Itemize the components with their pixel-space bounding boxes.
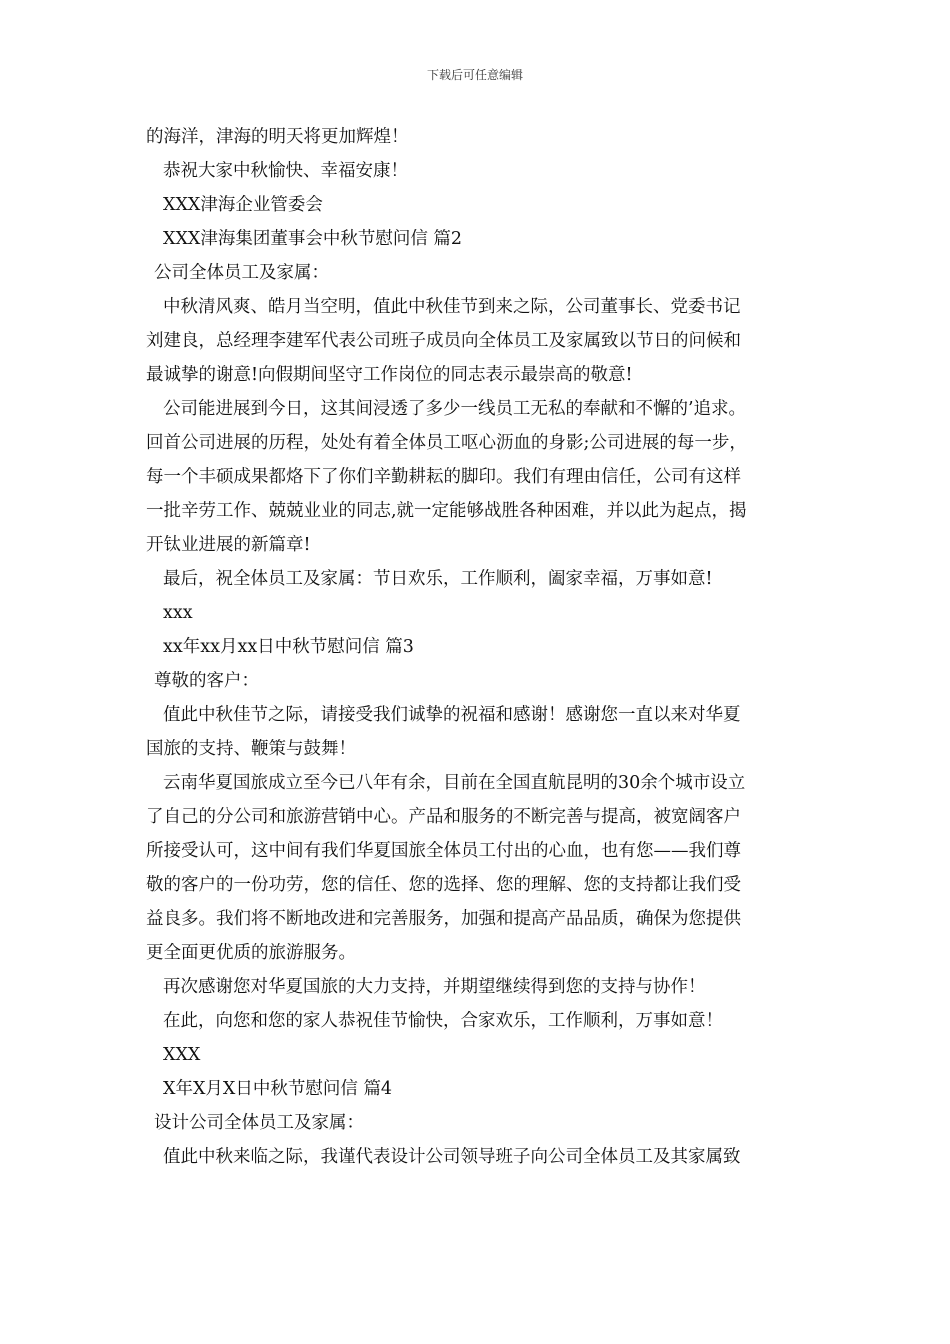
text-line: 更全面更优质的旅游服务。 <box>146 943 356 963</box>
page-header: 下载后可任意编辑 <box>426 68 523 82</box>
text-line: 设计公司全体员工及家属： <box>154 1113 364 1133</box>
text-line: X年X月X日中秋节慰问信 篇4 <box>163 1079 393 1099</box>
text-line: 恭祝大家中秋愉快、幸福安康！ <box>163 161 408 181</box>
text-line: 国旅的支持、鞭策与鼓舞！ <box>146 739 356 759</box>
text-line: 值此中秋来临之际，我谨代表设计公司领导班子向公司全体员工及其家属致 <box>163 1147 741 1167</box>
text-line: xxx <box>163 603 193 623</box>
document-body <box>146 120 836 1174</box>
text-line: 一批辛劳工作、兢兢业业的同志,就一定能够战胜各种困难，并以此为起点，揭 <box>146 501 747 521</box>
text-line: 中秋清风爽、皓月当空明，值此中秋佳节到来之际，公司董事长、党委书记 <box>163 297 741 317</box>
text-line: 了自己的分公司和旅游营销中心。产品和服务的不断完善与提高，被宽阔客户 <box>146 807 741 827</box>
text-line: 公司能进展到今日，这其间浸透了多少一线员工无私的奉献和不懈的’追求。 <box>163 399 747 419</box>
text-line: 再次感谢您对华夏国旅的大力支持，并期望继续得到您的支持与协作！ <box>163 977 706 997</box>
text-line: 刘建良，总经理李建军代表公司班子成员向全体员工及家属致以节日的问候和 <box>146 331 741 351</box>
text-line: 在此，向您和您的家人恭祝佳节愉快，合家欢乐，工作顺利，万事如意！ <box>163 1011 723 1031</box>
text-line: XXX津海集团董事会中秋节慰问信 篇2 <box>163 229 463 249</box>
text-line: 开钛业进展的新篇章! <box>146 535 311 555</box>
text-line: 敬的客户的一份功劳，您的信任、您的选择、您的理解、您的支持都让我们受 <box>146 875 741 895</box>
text-line: 云南华夏国旅成立至今已八年有余，目前在全国直航昆明的30余个城市设立 <box>163 773 746 793</box>
text-line: 最后，祝全体员工及家属：节日欢乐，工作顺利，阖家幸福，万事如意! <box>163 569 713 589</box>
text-line: 公司全体员工及家属： <box>154 263 329 283</box>
text-line: XXX <box>163 1045 201 1065</box>
text-line: 尊敬的客户： <box>154 671 259 691</box>
text-line: 所接受认可，这中间有我们华夏国旅全体员工付出的心血，也有您——我们尊 <box>146 841 741 861</box>
text-line: 值此中秋佳节之际，请接受我们诚挚的祝福和感谢！感谢您一直以来对华夏 <box>163 705 741 725</box>
text-line: 益良多。我们将不断地改进和完善服务，加强和提高产品品质，确保为您提供 <box>146 909 741 929</box>
text-line: 每一个丰硕成果都烙下了你们辛勤耕耘的脚印。我们有理由信任，公司有这样 <box>146 467 741 487</box>
text-line: 回首公司进展的历程，处处有着全体员工呕心沥血的身影;公司进展的每一步， <box>146 433 747 453</box>
text-line: 的海洋，津海的明天将更加辉煌！ <box>146 127 409 147</box>
text-line: 最诚挚的谢意!向假期间坚守工作岗位的同志表示最崇高的敬意! <box>146 365 633 385</box>
text-line: XXX津海企业管委会 <box>163 195 323 215</box>
text-line: xx年xx月xx日中秋节慰问信 篇3 <box>163 637 414 657</box>
